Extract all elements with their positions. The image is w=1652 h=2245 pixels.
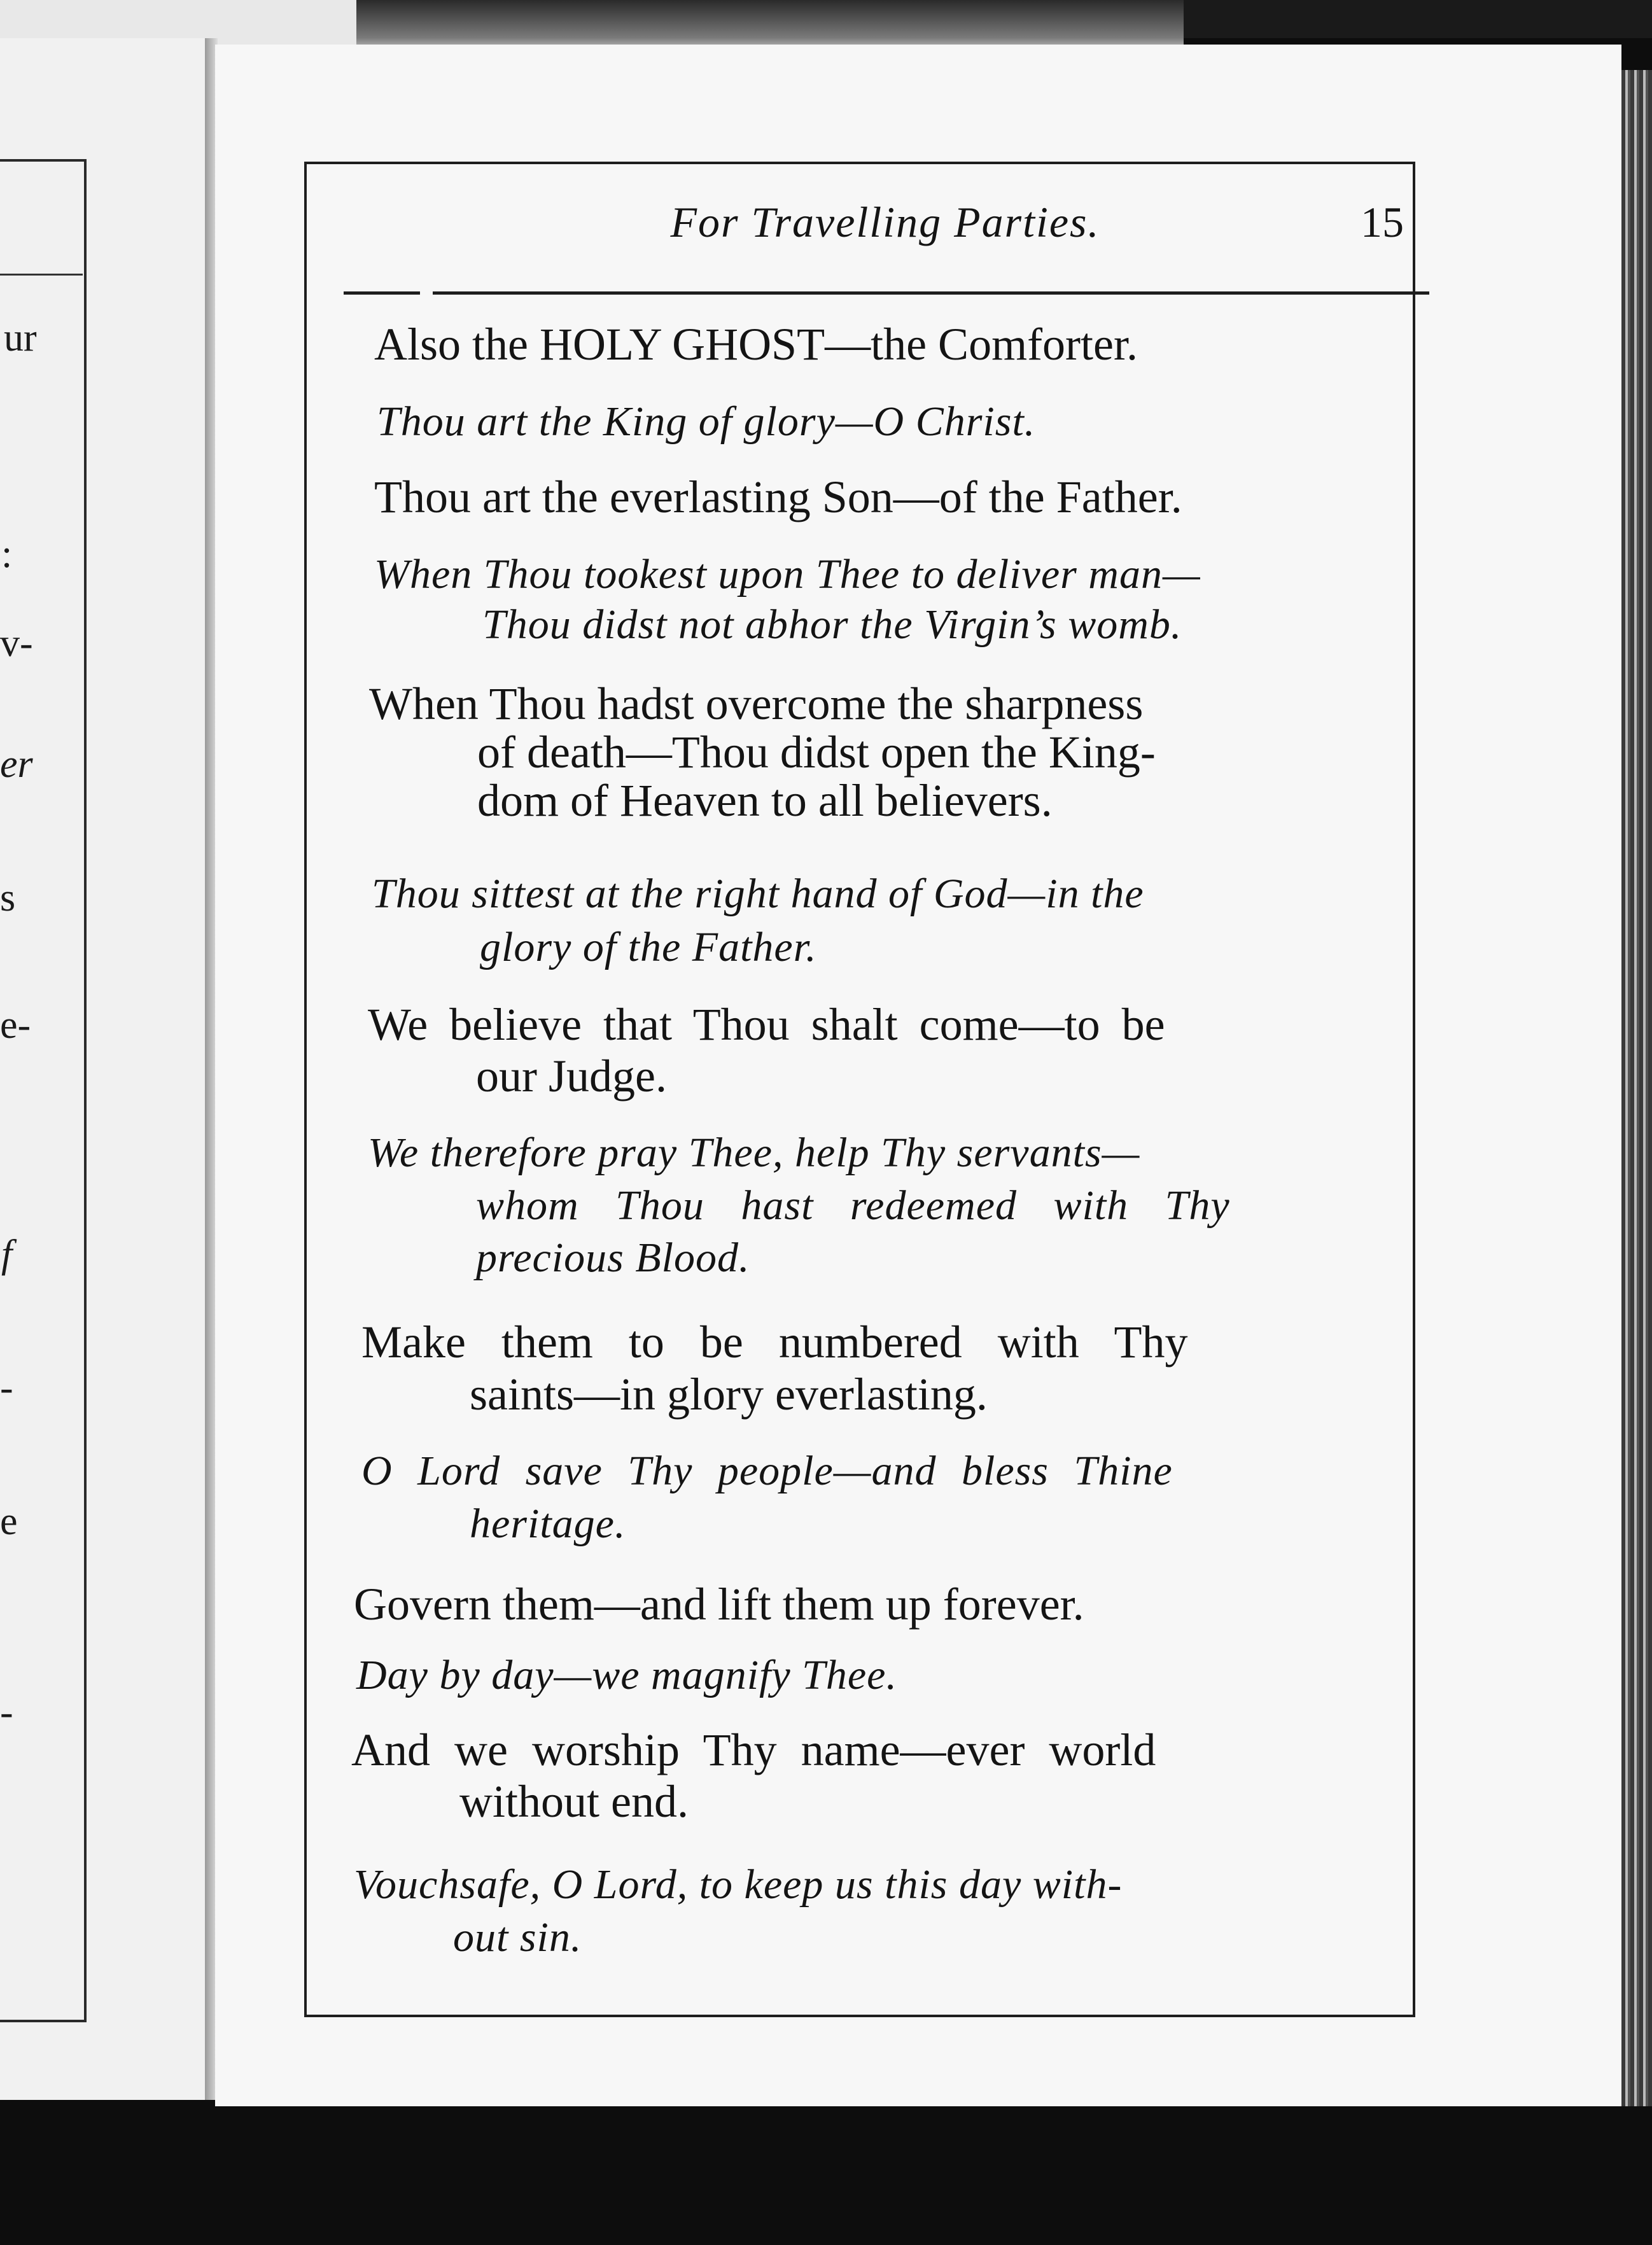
verse-line: without end. bbox=[459, 1776, 689, 1827]
verse-line: dom of Heaven to all believers. bbox=[477, 775, 1053, 826]
verse bbox=[361, 1316, 1187, 1420]
verse-line: saints—in glory everlasting. bbox=[470, 1369, 988, 1420]
verse bbox=[369, 680, 1156, 825]
verse bbox=[374, 318, 1138, 370]
verse-line: Day by day—we magnify Thee. bbox=[356, 1652, 897, 1698]
verse bbox=[374, 471, 1182, 523]
verse-line: Vouchsafe, O Lord, to keep us this day with- bbox=[354, 1861, 1123, 1908]
previous-page-fragment: s bbox=[0, 876, 16, 920]
verse bbox=[354, 1578, 1084, 1630]
verse-line: Thou sittest at the right hand of God—in the bbox=[372, 871, 1144, 917]
verse-line: When Thou tookest upon Thee to deliver man— bbox=[374, 551, 1201, 598]
running-title: For Travelling Parties. bbox=[670, 198, 1100, 246]
verse bbox=[368, 1126, 1230, 1284]
verse-line: heritage. bbox=[470, 1500, 626, 1547]
verse-line: Thou art the King of glory—O Christ. bbox=[377, 398, 1036, 445]
verse bbox=[377, 396, 1035, 448]
previous-page-fragment: v- bbox=[0, 622, 33, 665]
verse-line: Thou art the everlasting Son—of the Father. bbox=[374, 472, 1182, 522]
previous-page-fragment: e- bbox=[0, 1004, 31, 1047]
verse-line: Thou didst not abhor the Virgin’s womb. bbox=[482, 601, 1182, 648]
verse-line: Also the HOLY GHOST—the Comforter. bbox=[374, 319, 1138, 370]
previous-page-fragment: - bbox=[0, 1366, 13, 1409]
previous-page-fragment: ur bbox=[4, 316, 37, 360]
verse-line: When Thou hadst overcome the sharpness bbox=[369, 678, 1144, 729]
verse-line: We therefore pray Thee, help Thy servants— bbox=[368, 1129, 1140, 1176]
verse bbox=[354, 1858, 1122, 1964]
page-number: 15 bbox=[1361, 198, 1404, 246]
verse bbox=[372, 867, 1144, 974]
previous-page-fragment: f bbox=[1, 1233, 13, 1276]
verse-line: precious Blood. bbox=[476, 1234, 750, 1281]
verse bbox=[351, 1724, 1156, 1828]
verse-line: out sin. bbox=[453, 1914, 582, 1961]
verse-line: And we worship Thy name—ever world bbox=[351, 1724, 1156, 1775]
verse-line: of death—Thou didst open the King- bbox=[477, 727, 1156, 778]
verse-line: We believe that Thou shalt come—to be bbox=[368, 999, 1165, 1050]
verse bbox=[368, 999, 1165, 1102]
previous-page-fragment: e bbox=[0, 1500, 18, 1543]
previous-page-fragment: : bbox=[1, 533, 13, 576]
previous-page-fragment: er bbox=[0, 743, 33, 786]
verse bbox=[356, 1649, 897, 1702]
verse bbox=[361, 1444, 1173, 1550]
verse-line: our Judge. bbox=[476, 1051, 667, 1102]
previous-page-fragment: - bbox=[0, 1691, 13, 1734]
verse-line: glory of the Father. bbox=[480, 924, 817, 970]
verse-line: O Lord save Thy people—and bless Thine bbox=[361, 1448, 1173, 1494]
verse-line: Make them to be numbered with Thy bbox=[361, 1317, 1188, 1367]
verse bbox=[374, 549, 1201, 649]
verse-line: Govern them—and lift them up forever. bbox=[354, 1579, 1084, 1630]
verse-line: whom Thou hast redeemed with Thy bbox=[476, 1182, 1230, 1229]
